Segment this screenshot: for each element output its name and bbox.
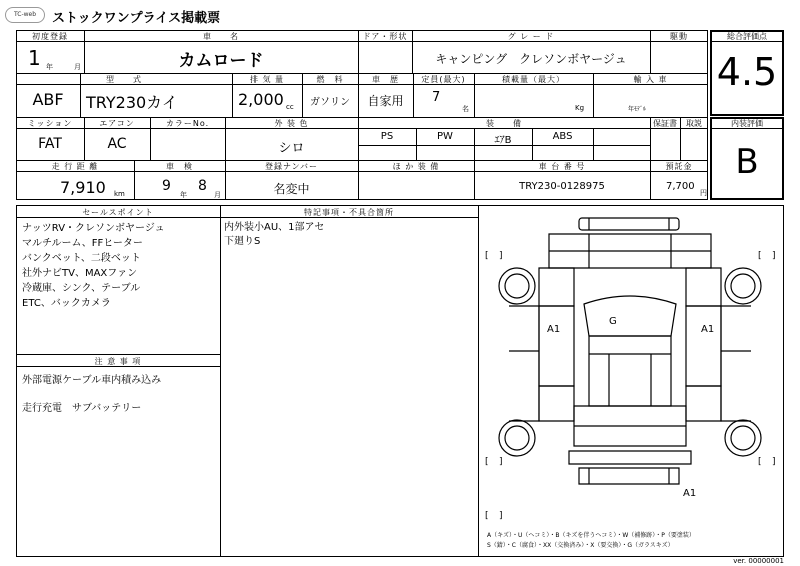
list-item: 冷蔵庫、シンク、テーブル bbox=[22, 283, 141, 294]
import-note: 年ﾓﾃﾞﾙ bbox=[628, 106, 647, 113]
svg-text:]: ] bbox=[772, 457, 776, 467]
label-model: 型 式 bbox=[106, 75, 142, 84]
overall-score-value: 4.5 bbox=[716, 50, 778, 94]
damage-mark-right-door: A1 bbox=[701, 324, 715, 335]
label-sales-points: セールスポイント bbox=[82, 208, 154, 217]
label-category: 車 歴 bbox=[372, 75, 399, 84]
diagram-legend-2: S（錆）・C（腐食）・XX（交換済み）・X（要交換）・G（ガラスキズ） bbox=[487, 542, 674, 549]
year-unit: 年 bbox=[46, 63, 53, 71]
equipment-abs: ABS bbox=[552, 131, 573, 142]
svg-text:[: [ bbox=[485, 251, 489, 261]
model-value: TRY230カイ bbox=[86, 93, 178, 112]
svg-text:]: ] bbox=[499, 251, 503, 261]
month-unit: 月 bbox=[74, 63, 81, 71]
label-inspection: 車 検 bbox=[166, 162, 193, 171]
equipment-airbag: ｴｱB bbox=[494, 135, 512, 146]
sales-points-list bbox=[22, 221, 165, 311]
reg-number-value: 名変中 bbox=[273, 182, 310, 196]
list-item: 社外ナビTV、MAXファン bbox=[22, 268, 138, 279]
price-unit: 円 bbox=[700, 189, 707, 197]
svg-text:[: [ bbox=[758, 457, 762, 467]
logo: TC-web bbox=[5, 7, 45, 23]
inspection-month: 8 bbox=[198, 178, 207, 194]
list-item: 外部電源ケーブル車内積み込み bbox=[22, 375, 162, 386]
list-item bbox=[22, 388, 161, 402]
label-import: 輸 入 車 bbox=[633, 75, 668, 84]
equipment-ps: PS bbox=[380, 131, 394, 142]
list-item: ETC、バックカメラ bbox=[22, 298, 111, 309]
label-mission: ミッション bbox=[27, 119, 73, 128]
vehicle-inspection-diagram bbox=[479, 206, 783, 556]
interior-score-value: B bbox=[735, 142, 759, 182]
inspection-year-unit: 年 bbox=[180, 191, 187, 199]
svg-text:]: ] bbox=[499, 457, 503, 467]
svg-text:]: ] bbox=[772, 251, 776, 261]
label-fuel: 燃 料 bbox=[316, 75, 344, 84]
inspection-year: 9 bbox=[162, 178, 171, 194]
label-mileage: 走 行 距 離 bbox=[51, 162, 99, 171]
label-warranty: 保証書 bbox=[653, 119, 677, 128]
mission-value: FAT bbox=[38, 136, 62, 152]
displacement-value: 2,000 bbox=[238, 90, 284, 109]
diagram-legend-1: A（キズ）・U（ヘコミ）・B（キズを伴うヘコミ）・W（補修跡）・P（要塗装） bbox=[487, 532, 695, 539]
label-overall-score: 総合評価点 bbox=[727, 32, 767, 41]
label-other-equipment: ほ か 装 備 bbox=[392, 162, 440, 171]
label-equipment: 装 備 bbox=[486, 119, 522, 128]
first-reg-year: 1 bbox=[28, 46, 41, 70]
label-chassis-no: 車 台 番 号 bbox=[538, 162, 586, 171]
label-drive: 駆動 bbox=[670, 32, 688, 41]
version-label: ver. 00000001 bbox=[733, 557, 784, 565]
label-cautions: 注 意 事 項 bbox=[94, 357, 142, 366]
category-value: 自家用 bbox=[367, 94, 404, 108]
special-notes-list bbox=[224, 221, 324, 249]
grade-value: キャンピング クレソンボヤージュ bbox=[435, 52, 627, 66]
model-prefix: ABF bbox=[32, 90, 64, 109]
exterior-color-value: シロ bbox=[278, 141, 305, 156]
capacity-value: 7 bbox=[432, 90, 441, 105]
list-item: マルチルーム、FFヒーター bbox=[22, 238, 143, 249]
label-reg-number: 登録ナンバー bbox=[264, 162, 319, 171]
label-interior-score: 内装評価 bbox=[731, 119, 763, 128]
label-displacement: 排 気 量 bbox=[249, 75, 285, 84]
label-color-no: カラーNo. bbox=[165, 119, 210, 128]
label-grade: グ レ ー ド bbox=[507, 32, 555, 41]
damage-mark-left-door: A1 bbox=[547, 324, 561, 335]
damage-mark-rear: A1 bbox=[683, 488, 697, 499]
label-price: 預託金 bbox=[665, 162, 693, 171]
capacity-unit: 名 bbox=[462, 105, 469, 113]
list-item: 走行充電 サブバッテリー bbox=[22, 403, 142, 414]
list-item: ナッツRV・クレソンボヤージュ bbox=[22, 223, 165, 234]
svg-text:[: [ bbox=[758, 251, 762, 261]
aircon-value: AC bbox=[107, 136, 127, 152]
mileage-unit: km bbox=[114, 190, 125, 198]
list-item: 下廻りS bbox=[224, 236, 261, 247]
list-item: バンクベット、二段ベット bbox=[22, 253, 141, 264]
svg-text:[: [ bbox=[485, 457, 489, 467]
label-special-notes: 特記事項・不具合箇所 bbox=[304, 208, 394, 217]
inspection-month-unit: 月 bbox=[214, 191, 221, 199]
label-exterior: 外 装 色 bbox=[274, 119, 309, 128]
label-capacity: 定員(最大) bbox=[421, 75, 466, 84]
mileage-value: 7,910 bbox=[60, 178, 106, 197]
fuel-value: ガソリン bbox=[310, 97, 350, 108]
svg-text:[: [ bbox=[485, 511, 489, 521]
car-name-value: カムロード bbox=[178, 51, 264, 71]
label-first-reg: 初度登録 bbox=[32, 32, 68, 41]
label-car-name: 車 名 bbox=[203, 32, 239, 41]
damage-mark-windshield: G bbox=[609, 316, 617, 327]
equipment-pw: PW bbox=[437, 131, 453, 142]
list-item: 内外装小AU、1部アセ bbox=[224, 222, 325, 233]
label-manual: 取説 bbox=[686, 119, 702, 128]
label-aircon: エアコン bbox=[99, 119, 135, 128]
cautions-list bbox=[22, 374, 161, 416]
price-value: 7,700 bbox=[666, 181, 695, 192]
chassis-no-value: TRY230-0128975 bbox=[519, 181, 605, 192]
page-title: ストックワンプライス掲載票 bbox=[52, 11, 221, 26]
displacement-unit: cc bbox=[286, 103, 294, 111]
svg-text:]: ] bbox=[499, 511, 503, 521]
label-load: 積載量（最大） bbox=[502, 75, 565, 84]
label-door-shape: ドア・形状 bbox=[362, 32, 408, 41]
load-unit: Kg bbox=[575, 104, 585, 112]
